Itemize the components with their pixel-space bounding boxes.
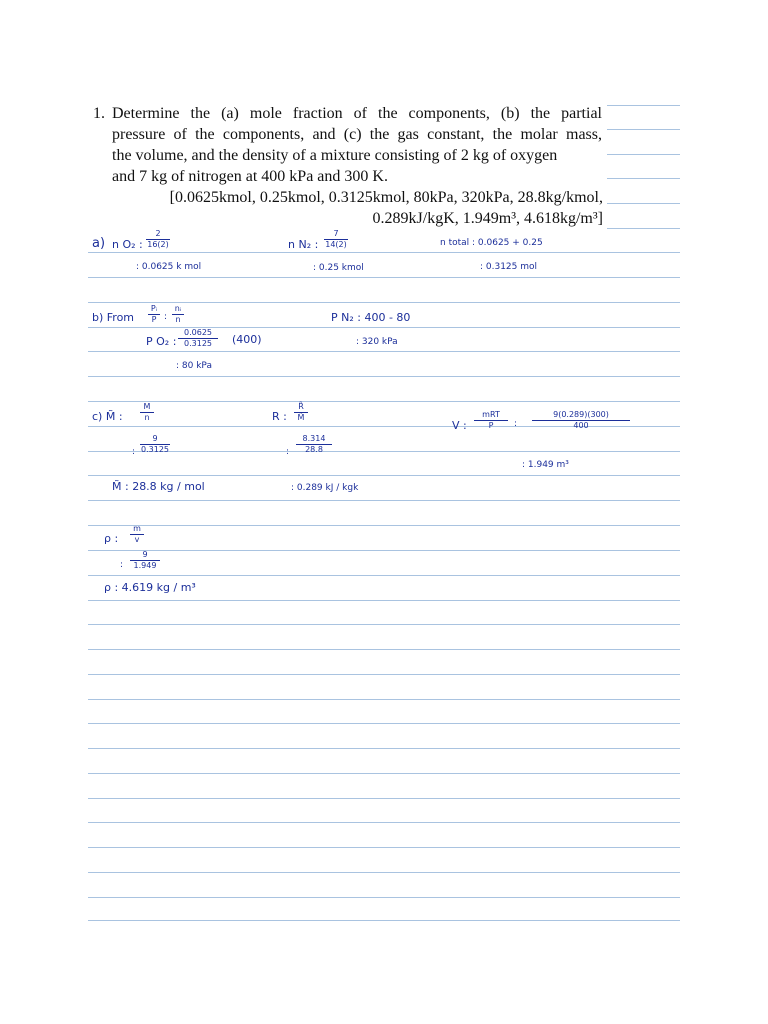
ruled-line (607, 228, 680, 229)
n-total-label: n total : 0.0625 + 0.25 (440, 238, 543, 248)
part-b-label: b) From (92, 311, 135, 324)
p-o2-fraction (178, 328, 218, 349)
m-numerator: M (143, 402, 151, 411)
density-fraction (130, 550, 160, 571)
ruled-line (88, 401, 680, 402)
ni-over-n (172, 304, 184, 325)
m-denominator: M̃ (294, 412, 308, 423)
n-n2-denominator: 14(2) (325, 240, 347, 249)
volume-result: : 1.949 m³ (522, 460, 569, 470)
problem-line-3: the volume, and the density of a mixture consisting of 2 kg of oxygen (112, 147, 558, 164)
v-denominator: v (130, 534, 144, 545)
ruled-line (88, 649, 680, 650)
ruled-line (88, 600, 680, 601)
ruled-line (88, 723, 680, 724)
equals-sign: : (286, 447, 290, 457)
n-denominator: n (172, 314, 184, 325)
p-denominator: P (474, 420, 508, 431)
mrt-over-p (474, 410, 508, 431)
n-n2-label: n N₂ : (288, 238, 319, 251)
equals-sign: : (514, 419, 518, 429)
ruled-line (88, 822, 680, 823)
ruled-line (88, 451, 680, 452)
ruled-line (88, 897, 680, 898)
ruled-line (607, 203, 680, 204)
ruled-line (88, 798, 680, 799)
answer-line-2: 0.289kJ/kgK, 1.949m³, 4.618kg/m³] (372, 210, 603, 227)
ruled-line (88, 302, 680, 303)
problem-number: 1. (93, 105, 105, 122)
problem-line-1: Determine the (a) mole fraction of the components, (b) the partial (112, 105, 602, 122)
ruled-line (88, 525, 680, 526)
ruled-line (88, 327, 680, 328)
part-c-label: c) M̃ : (92, 410, 123, 423)
ruled-line (88, 376, 680, 377)
volume-numerator: 9(0.289)(300) (553, 410, 609, 419)
ruled-line (88, 575, 680, 576)
ruled-line (607, 105, 680, 106)
r-numerator-value: 8.314 (302, 434, 326, 443)
molar-mass-fraction (140, 434, 170, 455)
ruled-line (88, 847, 680, 848)
ruled-line (88, 674, 680, 675)
rho-label: ρ : (104, 532, 119, 545)
n-n2-result: : 0.25 kmol (313, 263, 364, 273)
ruled-line (88, 773, 680, 774)
r-label: R : (272, 410, 287, 423)
n-o2-denominator: 16(2) (147, 240, 169, 249)
molar-mass-result: M̃ : 28.8 kg / mol (112, 480, 205, 493)
m-over-n (140, 402, 154, 423)
r-over-m (294, 402, 308, 423)
equals-sign: : (164, 312, 168, 322)
ruled-line (88, 475, 680, 476)
v-label: V : (452, 419, 467, 432)
ruled-line (88, 252, 680, 253)
ruled-line (88, 920, 680, 921)
answer-line-1: [0.0625kmol, 0.25kmol, 0.3125kmol, 80kPa, 320kPa, 28.8kg/kmol, (169, 189, 603, 206)
density-denominator: 1.949 (130, 560, 160, 571)
p-o2-multiplier: (400) (232, 333, 262, 346)
p-o2-label: P O₂ : (146, 335, 177, 348)
ruled-line (607, 178, 680, 179)
n-o2-result: : 0.0625 k mol (136, 262, 202, 272)
p-o2-numerator: 0.0625 (184, 328, 212, 337)
molar-mass-numerator: 9 (152, 434, 158, 443)
volume-fraction (532, 410, 630, 431)
r-fraction (296, 434, 332, 455)
r-result: : 0.289 kJ / kgk (291, 483, 359, 493)
part-a-label: a) (92, 236, 106, 251)
pi-numerator: Pᵢ (150, 304, 158, 313)
molar-mass-denominator: 0.3125 (141, 445, 169, 454)
equals-sign: : (132, 447, 136, 457)
ruled-line (88, 351, 680, 352)
n-n2-numerator: 7 (333, 229, 339, 238)
volume-denominator: 400 (532, 420, 630, 431)
problem-line-2: pressure of the components, and (c) the gas constant, the molar mass, (112, 126, 602, 143)
n-o2-fraction (146, 229, 170, 250)
ruled-line (607, 154, 680, 155)
ni-numerator: nᵢ (174, 304, 182, 313)
n-denominator: n (140, 412, 154, 423)
pi-over-p (148, 304, 160, 325)
ruled-line (88, 624, 680, 625)
ruled-line (88, 550, 680, 551)
ruled-line (88, 277, 680, 278)
p-o2-denominator: 0.3125 (178, 338, 218, 349)
p-o2-result: : 80 kPa (176, 361, 212, 371)
equals-sign: : (120, 560, 124, 570)
density-numerator: 9 (142, 550, 148, 559)
mrt-numerator: mRT (482, 410, 500, 419)
n-o2-numerator: 2 (155, 229, 161, 238)
p-n2-label: P N₂ : 400 - 80 (331, 311, 411, 324)
ruled-line (607, 129, 680, 130)
ruled-line (88, 872, 680, 873)
r-numerator: R̃ (298, 402, 304, 411)
ruled-line (88, 500, 680, 501)
m-numerator: m (133, 524, 141, 533)
p-n2-result: : 320 kPa (356, 337, 398, 347)
n-o2-label: n O₂ : (112, 238, 143, 251)
n-total-result: : 0.3125 mol (480, 262, 538, 272)
density-result: ρ : 4.619 kg / m³ (104, 581, 196, 594)
m-over-v (130, 524, 144, 545)
ruled-line (88, 699, 680, 700)
p-denominator: P (148, 314, 160, 325)
n-n2-fraction (324, 229, 348, 250)
ruled-line (88, 748, 680, 749)
problem-line-4: and 7 kg of nitrogen at 400 kPa and 300 K. (112, 168, 388, 185)
r-denominator-value: 28.8 (296, 444, 332, 455)
